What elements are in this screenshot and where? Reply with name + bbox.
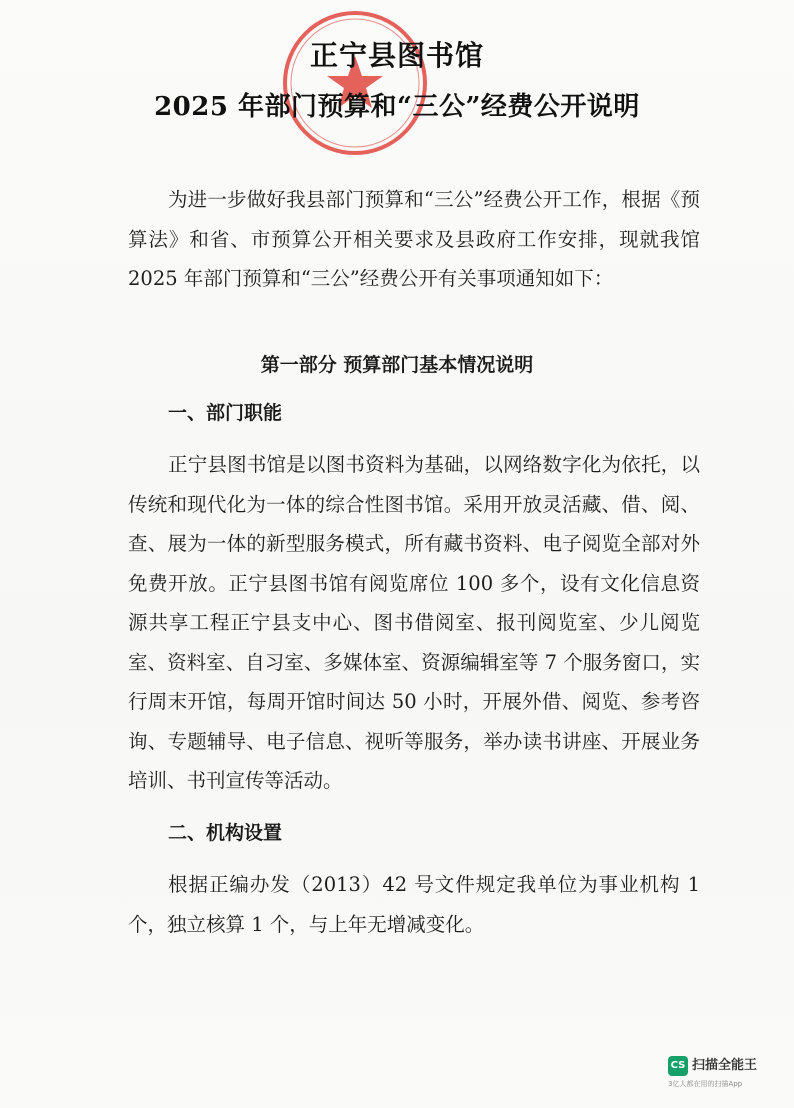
watermark-slogan: 3亿人都在用的扫描App: [668, 1080, 743, 1088]
organization-paragraph: 根据正编办发（2013）42 号文件规定我单位为事业机构 1 个，独立核算 1 个，与上年无增减变化。: [128, 873, 700, 936]
scanner-watermark: [668, 1054, 780, 1094]
watermark-name: 扫描全能王: [692, 1058, 758, 1073]
section-heading-functions: 一、部门职能: [168, 402, 283, 424]
camscanner-logo-icon: CS: [668, 1056, 688, 1076]
part-heading: 第一部分 预算部门基本情况说明: [260, 354, 534, 376]
functions-paragraph: 正宁县图书馆是以图书资料为基础，以网络数字化为依托，以传统和现代化为一体的综合性图书馆。采用开放灵活藏、借、阅、查、展为一体的新型服务模式，所有藏书资料、电子阅览全部对外免费开放。正宁县图书馆有阅览席位 100 多个，设有文化信息资源共享工程正宁县支中心、图书借阅室、报刊阅览室、少儿阅览室、资料室、自习室、多媒体室、资源编辑室等 7 个服务窗口，实行周末开馆，每周开馆时间达 50 小时，开展外借、阅览、参考咨询、专题辅导、电子信息、视听等服务，举办读书讲座、开展业务培训、书刊宣传等活动。: [128, 453, 700, 792]
intro-paragraph: 为进一步做好我县部门预算和“三公”经费公开工作，根据《预算法》和省、市预算公开相关要求及县政府工作安排，现就我馆 2025 年部门预算和“三公”经费公开有关事项通知如下：: [128, 188, 700, 290]
document-title: 正宁县图书馆: [309, 39, 484, 72]
document-subtitle: 2025 年部门预算和“三公”经费公开说明: [154, 92, 640, 122]
section-heading-organization: 二、机构设置: [168, 822, 283, 844]
official-seal-icon: [280, 8, 430, 158]
